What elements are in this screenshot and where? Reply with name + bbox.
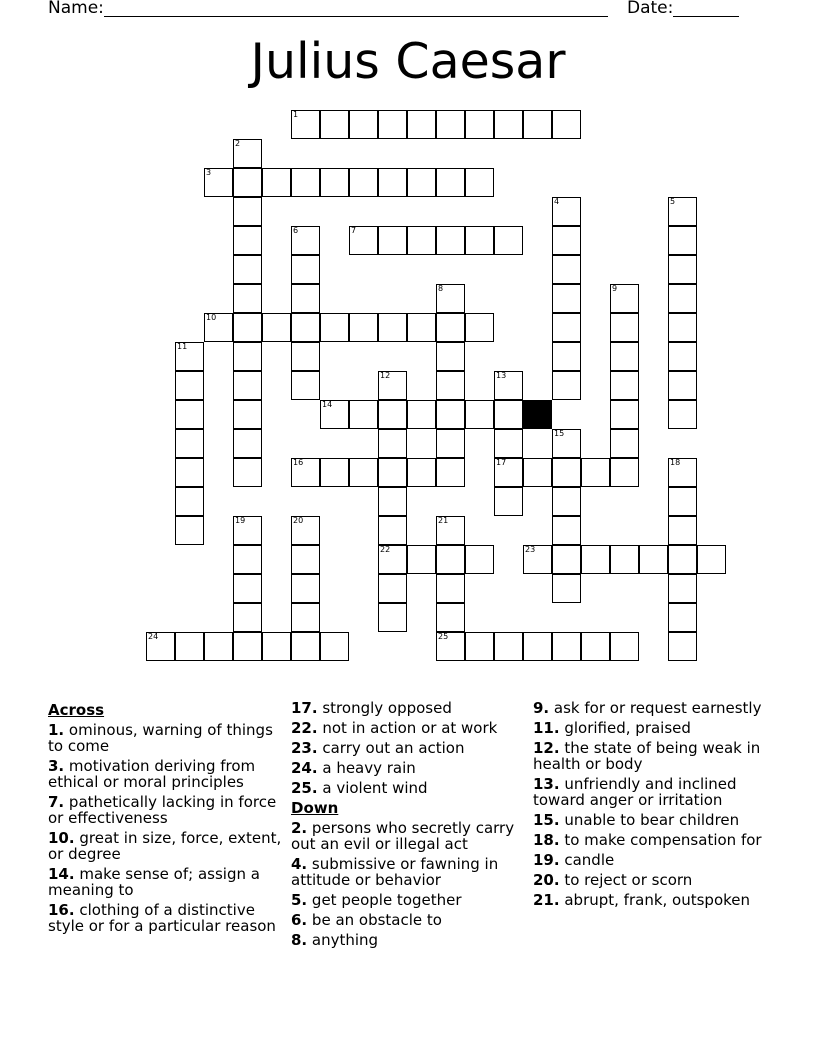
clue-text: to make compensation for: [564, 831, 762, 849]
clue-number: 2.: [291, 819, 308, 837]
grid-cell[interactable]: [407, 400, 436, 429]
grid-cell[interactable]: [436, 429, 465, 458]
grid-cell[interactable]: [378, 168, 407, 197]
clue-across-1: [48, 722, 284, 754]
grid-cell[interactable]: [233, 313, 262, 342]
grid-cell[interactable]: [552, 284, 581, 313]
grid-cell[interactable]: [378, 545, 407, 574]
clue-text: glorified, praised: [564, 719, 691, 737]
grid-cell[interactable]: [233, 197, 262, 226]
grid-cell[interactable]: [668, 400, 697, 429]
cell-number: 13: [496, 371, 507, 380]
clue-number: 13.: [533, 775, 560, 793]
grid-cell[interactable]: [436, 342, 465, 371]
clue-text: carry out an action: [322, 739, 465, 757]
grid-cell[interactable]: [378, 487, 407, 516]
grid-cell[interactable]: [204, 168, 233, 197]
grid-cell[interactable]: [552, 110, 581, 139]
grid-cell[interactable]: [407, 545, 436, 574]
grid-cell[interactable]: [436, 458, 465, 487]
down-heading: Down: [291, 799, 339, 817]
clue-number: 3.: [48, 757, 65, 775]
clue-number: 1.: [48, 721, 65, 739]
grid-cell[interactable]: [349, 458, 378, 487]
grid-cell[interactable]: [378, 574, 407, 603]
clue-number: 18.: [533, 831, 560, 849]
cell-number: 12: [380, 371, 391, 380]
grid-cell[interactable]: [320, 168, 349, 197]
across-heading: Across: [48, 701, 105, 719]
grid-cell[interactable]: [668, 313, 697, 342]
grid-cell[interactable]: [378, 429, 407, 458]
grid-cell[interactable]: [552, 429, 581, 458]
grid-cell[interactable]: [639, 545, 668, 574]
grid-cell[interactable]: [291, 545, 320, 574]
grid-cell[interactable]: [291, 632, 320, 661]
grid-cell[interactable]: [436, 516, 465, 545]
grid-cell[interactable]: [494, 110, 523, 139]
clue-number: 5.: [291, 891, 308, 909]
grid-cell[interactable]: [291, 255, 320, 284]
grid-cell[interactable]: [233, 574, 262, 603]
clue-text: to reject or scorn: [564, 871, 693, 889]
grid-cell[interactable]: [668, 487, 697, 516]
clue-number: 4.: [291, 855, 308, 873]
grid-cell[interactable]: [378, 226, 407, 255]
grid-cell[interactable]: [407, 458, 436, 487]
grid-cell[interactable]: [465, 226, 494, 255]
grid-cell[interactable]: [668, 545, 697, 574]
grid-cell[interactable]: [262, 313, 291, 342]
clue-text: unable to bear children: [564, 811, 740, 829]
clue-number: 7.: [48, 793, 65, 811]
clue-across-24: [291, 760, 527, 776]
cell-number: 5: [670, 197, 676, 206]
grid-cell[interactable]: [291, 313, 320, 342]
name-label: Name:: [48, 0, 104, 18]
clue-text: persons who secretly carry out an evil or illegal act: [291, 819, 515, 853]
clue-text: pathetically lacking in force or effectiveness: [48, 793, 277, 827]
clue-text: anything: [311, 931, 379, 949]
cell-number: 3: [206, 168, 212, 177]
grid-cell[interactable]: [291, 342, 320, 371]
grid-cell[interactable]: [436, 400, 465, 429]
grid-cell[interactable]: [291, 458, 320, 487]
clue-down-9: [533, 700, 773, 716]
clue-text: great in size, force, extent, or degree: [48, 829, 282, 863]
grid-cell[interactable]: [349, 313, 378, 342]
clue-text: be an obstacle to: [311, 911, 442, 929]
cell-number: 7: [351, 226, 357, 235]
clue-number: 9.: [533, 699, 550, 717]
grid-cell[interactable]: [610, 545, 639, 574]
cell-number: 21: [438, 516, 449, 525]
cell-number: 1: [293, 110, 299, 119]
clue-text: abrupt, frank, outspoken: [564, 891, 751, 909]
clue-across-10: [48, 830, 284, 862]
clue-text: ominous, warning of things to come: [48, 721, 273, 755]
clue-text: candle: [564, 851, 615, 869]
grid-cell[interactable]: [552, 487, 581, 516]
grid-cell[interactable]: [291, 168, 320, 197]
clue-down-13: [533, 776, 773, 808]
grid-cell[interactable]: [233, 226, 262, 255]
grid-cell[interactable]: [407, 168, 436, 197]
grid-cell[interactable]: [175, 516, 204, 545]
grid-cell[interactable]: [233, 168, 262, 197]
cell-number: 6: [293, 226, 299, 235]
clue-column-2: [291, 700, 527, 952]
clue-text: a heavy rain: [322, 759, 416, 777]
grid-cell[interactable]: [668, 255, 697, 284]
clue-column-3: [533, 700, 773, 912]
cell-number: 19: [235, 516, 246, 525]
grid-cell[interactable]: [668, 197, 697, 226]
clue-number: 17.: [291, 699, 318, 717]
cell-number: 9: [612, 284, 618, 293]
clue-down-18: [533, 832, 773, 848]
cell-number: 2: [235, 139, 241, 148]
grid-cell[interactable]: [407, 313, 436, 342]
grid-cell[interactable]: [552, 458, 581, 487]
grid-cell[interactable]: [668, 603, 697, 632]
grid-cell[interactable]: [175, 487, 204, 516]
clue-across-14: [48, 866, 284, 898]
grid-cell[interactable]: [610, 371, 639, 400]
grid-cell[interactable]: [233, 400, 262, 429]
grid-cell[interactable]: [465, 632, 494, 661]
clue-across-22: [291, 720, 527, 736]
grid-cell[interactable]: [465, 400, 494, 429]
grid-cell[interactable]: [436, 226, 465, 255]
clue-down-6: [291, 912, 527, 928]
grid-cell[interactable]: [494, 371, 523, 400]
clue-number: 15.: [533, 811, 560, 829]
clue-across-17: [291, 700, 527, 716]
clue-down-20: [533, 872, 773, 888]
grid-cell[interactable]: [552, 545, 581, 574]
clue-number: 12.: [533, 739, 560, 757]
clue-across-23: [291, 740, 527, 756]
grid-cell[interactable]: [233, 632, 262, 661]
grid-cell[interactable]: [494, 400, 523, 429]
clue-across-7: [48, 794, 284, 826]
grid-cell[interactable]: [436, 371, 465, 400]
cell-number: 10: [206, 313, 217, 322]
grid-cell[interactable]: [320, 632, 349, 661]
clue-number: 11.: [533, 719, 560, 737]
grid-cell[interactable]: [552, 342, 581, 371]
grid-cell[interactable]: [349, 400, 378, 429]
clue-text: a violent wind: [322, 779, 428, 797]
grid-cell[interactable]: [175, 400, 204, 429]
grid-cell[interactable]: [494, 226, 523, 255]
grid-cell[interactable]: [291, 371, 320, 400]
grid-cell[interactable]: [146, 632, 175, 661]
grid-cell[interactable]: [610, 632, 639, 661]
cell-number: 25: [438, 632, 449, 641]
clue-number: 20.: [533, 871, 560, 889]
cell-number: 16: [293, 458, 304, 467]
cell-number: 20: [293, 516, 304, 525]
grid-cell[interactable]: [320, 458, 349, 487]
grid-cell[interactable]: [291, 603, 320, 632]
cell-number: 24: [148, 632, 159, 641]
grid-cell[interactable]: [349, 168, 378, 197]
grid-cell[interactable]: [523, 632, 552, 661]
page-title: Julius Caesar: [250, 33, 566, 90]
clue-text: clothing of a distinctive style or for a particular reason: [48, 901, 276, 935]
grid-cell[interactable]: [581, 458, 610, 487]
grid-cell[interactable]: [378, 400, 407, 429]
grid-cell[interactable]: [436, 168, 465, 197]
clue-down-2: [291, 820, 527, 852]
clue-text: make sense of; assign a meaning to: [48, 865, 260, 899]
clue-across-16: [48, 902, 284, 934]
clue-number: 21.: [533, 891, 560, 909]
grid-cell[interactable]: [697, 545, 726, 574]
grid-cell[interactable]: [233, 545, 262, 574]
cell-number: 14: [322, 400, 333, 409]
cell-number: 11: [177, 342, 188, 351]
grid-cell[interactable]: [436, 574, 465, 603]
grid-cell[interactable]: [668, 226, 697, 255]
date-label: Date:: [627, 0, 674, 18]
grid-cell[interactable]: [204, 632, 233, 661]
grid-cell[interactable]: [378, 313, 407, 342]
grid-cell[interactable]: [552, 516, 581, 545]
clue-number: 23.: [291, 739, 318, 757]
grid-cell[interactable]: [320, 313, 349, 342]
grid-cell[interactable]: [668, 516, 697, 545]
grid-cell[interactable]: [610, 342, 639, 371]
grid-cell[interactable]: [494, 632, 523, 661]
grid-cell[interactable]: [233, 342, 262, 371]
grid-cell[interactable]: [494, 458, 523, 487]
grid-cell[interactable]: [320, 400, 349, 429]
grid-cell[interactable]: [175, 371, 204, 400]
grid-cell[interactable]: [552, 313, 581, 342]
grid-cell[interactable]: [552, 632, 581, 661]
grid-cell[interactable]: [610, 313, 639, 342]
grid-cell[interactable]: [204, 313, 233, 342]
clue-down-11: [533, 720, 773, 736]
grid-cell[interactable]: [378, 110, 407, 139]
clue-text: the state of being weak in health or body: [533, 739, 761, 773]
grid-cell[interactable]: [668, 342, 697, 371]
grid-cell[interactable]: [668, 284, 697, 313]
cell-number: 17: [496, 458, 507, 467]
grid-cell[interactable]: [552, 197, 581, 226]
grid-cell[interactable]: [436, 545, 465, 574]
grid-cell[interactable]: [233, 284, 262, 313]
clue-number: 8.: [291, 931, 308, 949]
grid-cell[interactable]: [378, 458, 407, 487]
clue-text: not in action or at work: [322, 719, 498, 737]
cell-number: 4: [554, 197, 560, 206]
grid-cell[interactable]: [175, 632, 204, 661]
clue-text: motivation deriving from ethical or moral principles: [48, 757, 256, 791]
grid-cell[interactable]: [610, 429, 639, 458]
grid-cell[interactable]: [233, 429, 262, 458]
grid-cell[interactable]: [233, 603, 262, 632]
black-square: [523, 400, 552, 429]
grid-cell[interactable]: [436, 603, 465, 632]
grid-cell[interactable]: [523, 545, 552, 574]
grid-cell[interactable]: [436, 284, 465, 313]
clue-text: ask for or request earnestly: [553, 699, 762, 717]
grid-cell[interactable]: [668, 458, 697, 487]
grid-cell[interactable]: [291, 574, 320, 603]
clue-number: 24.: [291, 759, 318, 777]
clue-down-15: [533, 812, 773, 828]
cell-number: 8: [438, 284, 444, 293]
cell-number: 23: [525, 545, 536, 554]
grid-cell[interactable]: [291, 110, 320, 139]
clue-text: strongly opposed: [322, 699, 452, 717]
grid-cell[interactable]: [465, 110, 494, 139]
clue-down-12: [533, 740, 773, 772]
grid-cell[interactable]: [175, 429, 204, 458]
grid-cell[interactable]: [523, 458, 552, 487]
clue-number: 22.: [291, 719, 318, 737]
grid-cell[interactable]: [436, 110, 465, 139]
grid-cell[interactable]: [378, 603, 407, 632]
clue-down-4: [291, 856, 527, 888]
grid-cell[interactable]: [233, 371, 262, 400]
clue-number: 14.: [48, 865, 75, 883]
cell-number: 22: [380, 545, 391, 554]
grid-cell[interactable]: [233, 139, 262, 168]
grid-cell[interactable]: [233, 516, 262, 545]
grid-cell[interactable]: [581, 545, 610, 574]
grid-cell[interactable]: [436, 313, 465, 342]
grid-cell[interactable]: [494, 487, 523, 516]
clue-number: 25.: [291, 779, 318, 797]
clue-number: 19.: [533, 851, 560, 869]
grid-cell[interactable]: [552, 371, 581, 400]
grid-cell[interactable]: [465, 168, 494, 197]
grid-cell[interactable]: [610, 458, 639, 487]
clue-number: 6.: [291, 911, 308, 929]
grid-cell[interactable]: [349, 226, 378, 255]
grid-cell[interactable]: [668, 371, 697, 400]
grid-cell[interactable]: [465, 545, 494, 574]
clue-text: submissive or fawning in attitude or behavior: [291, 855, 499, 889]
grid-cell[interactable]: [407, 110, 436, 139]
clue-column-1: [48, 700, 284, 938]
grid-cell[interactable]: [378, 516, 407, 545]
grid-cell[interactable]: [552, 226, 581, 255]
grid-cell[interactable]: [233, 458, 262, 487]
clue-down-21: [533, 892, 773, 908]
clue-down-8: [291, 932, 527, 948]
grid-cell[interactable]: [378, 371, 407, 400]
clue-across-3: [48, 758, 284, 790]
grid-cell[interactable]: [610, 400, 639, 429]
grid-cell[interactable]: [610, 284, 639, 313]
clue-down-5: [291, 892, 527, 908]
grid-cell[interactable]: [581, 632, 610, 661]
grid-cell[interactable]: [233, 255, 262, 284]
grid-cell[interactable]: [552, 574, 581, 603]
clue-number: 10.: [48, 829, 75, 847]
clue-across-25: [291, 780, 527, 796]
grid-cell[interactable]: [436, 632, 465, 661]
grid-cell[interactable]: [175, 458, 204, 487]
grid-cell[interactable]: [291, 284, 320, 313]
clue-text: get people together: [311, 891, 462, 909]
grid-cell[interactable]: [523, 110, 552, 139]
grid-cell[interactable]: [291, 226, 320, 255]
grid-cell[interactable]: [407, 226, 436, 255]
clue-text: unfriendly and inclined toward anger or irritation: [533, 775, 737, 809]
grid-cell[interactable]: [494, 429, 523, 458]
grid-cell[interactable]: [552, 255, 581, 284]
grid-cell[interactable]: [320, 110, 349, 139]
clue-down-19: [533, 852, 773, 868]
grid-cell[interactable]: [668, 574, 697, 603]
grid-cell[interactable]: [465, 313, 494, 342]
grid-cell[interactable]: [262, 632, 291, 661]
grid-cell[interactable]: [291, 516, 320, 545]
cell-number: 15: [554, 429, 565, 438]
grid-cell[interactable]: [349, 110, 378, 139]
grid-cell[interactable]: [668, 632, 697, 661]
cell-number: 18: [670, 458, 681, 467]
clue-number: 16.: [48, 901, 75, 919]
grid-cell[interactable]: [175, 342, 204, 371]
grid-cell[interactable]: [262, 168, 291, 197]
